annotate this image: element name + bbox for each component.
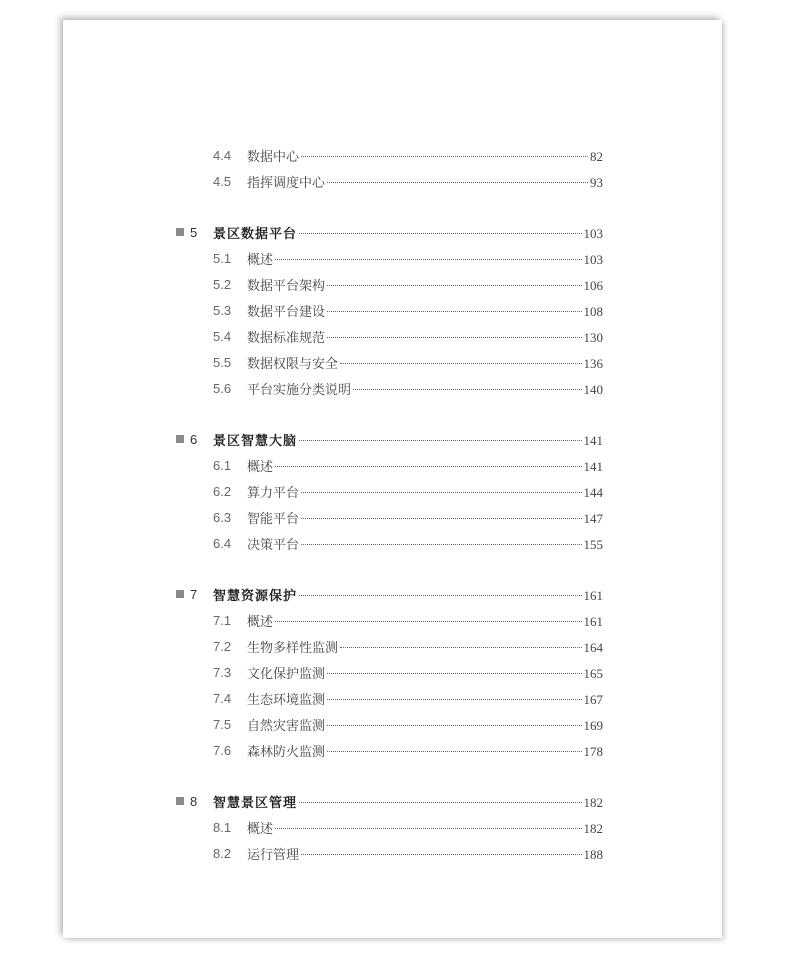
entry-page-number: 103 bbox=[583, 225, 603, 241]
entry-title: 平台实施分类说明 bbox=[247, 382, 352, 398]
entry-title: 数据平台架构 bbox=[247, 278, 326, 294]
entry-page-number: 82 bbox=[590, 148, 603, 164]
dot-leader bbox=[340, 647, 581, 648]
entry-line bbox=[247, 637, 603, 656]
dot-leader bbox=[275, 466, 581, 467]
entry-line bbox=[247, 844, 603, 863]
entry-page-number: 106 bbox=[583, 277, 603, 293]
entry-title: 概述 bbox=[247, 459, 274, 475]
toc-chapter-entry[interactable] bbox=[0, 791, 790, 811]
toc-section-entry[interactable] bbox=[0, 636, 790, 656]
entry-page-number: 140 bbox=[583, 381, 603, 397]
entry-page-number: 161 bbox=[583, 613, 603, 629]
entry-page-number: 108 bbox=[583, 303, 603, 319]
entry-page-number: 165 bbox=[583, 665, 603, 681]
dot-leader bbox=[299, 802, 581, 803]
entry-line bbox=[247, 482, 603, 501]
dot-leader bbox=[301, 854, 581, 855]
entry-title: 决策平台 bbox=[247, 537, 300, 553]
entry-title: 文化保护监测 bbox=[247, 666, 326, 682]
toc-section-entry[interactable] bbox=[0, 714, 790, 734]
entry-number: 7.2 bbox=[213, 638, 232, 654]
square-bullet-icon bbox=[176, 797, 184, 805]
entry-number: 5.5 bbox=[213, 354, 232, 370]
toc-section-entry[interactable] bbox=[0, 610, 790, 630]
entry-line bbox=[247, 611, 603, 630]
entry-line bbox=[247, 146, 603, 165]
toc-section-entry[interactable] bbox=[0, 533, 790, 553]
toc-section-entry[interactable] bbox=[0, 740, 790, 760]
entry-title: 运行管理 bbox=[247, 847, 300, 863]
entry-title: 生态环境监测 bbox=[247, 692, 326, 708]
entry-line bbox=[247, 275, 603, 294]
dot-leader bbox=[327, 285, 581, 286]
dot-leader bbox=[327, 699, 581, 700]
entry-title: 森林防火监测 bbox=[247, 744, 326, 760]
entry-number: 5.4 bbox=[213, 328, 232, 344]
toc-section-entry[interactable] bbox=[0, 326, 790, 346]
entry-line bbox=[247, 534, 603, 553]
entry-title: 数据平台建设 bbox=[247, 304, 326, 320]
entry-page-number: 155 bbox=[583, 536, 603, 552]
entry-title: 自然灾害监测 bbox=[247, 718, 326, 734]
entry-line bbox=[247, 327, 603, 346]
toc-chapter-entry[interactable] bbox=[0, 222, 790, 242]
entry-page-number: 164 bbox=[583, 639, 603, 655]
entry-page-number: 141 bbox=[583, 432, 603, 448]
entry-line bbox=[247, 508, 603, 527]
dot-leader bbox=[327, 673, 581, 674]
dot-leader bbox=[275, 621, 581, 622]
entry-line bbox=[213, 792, 603, 811]
dot-leader bbox=[327, 725, 581, 726]
dot-leader bbox=[275, 828, 581, 829]
entry-line bbox=[247, 689, 603, 708]
dot-leader bbox=[301, 156, 588, 157]
dot-leader bbox=[327, 182, 588, 183]
entry-number: 7.6 bbox=[213, 742, 232, 758]
entry-page-number: 93 bbox=[590, 174, 603, 190]
square-bullet-icon bbox=[176, 435, 184, 443]
entry-number: 7 bbox=[190, 586, 198, 602]
entry-page-number: 167 bbox=[583, 691, 603, 707]
entry-line bbox=[213, 585, 603, 604]
dot-leader bbox=[301, 492, 581, 493]
entry-number: 7.1 bbox=[213, 612, 232, 628]
toc-chapter-entry[interactable] bbox=[0, 429, 790, 449]
entry-page-number: 182 bbox=[583, 794, 603, 810]
entry-line bbox=[247, 379, 603, 398]
entry-number: 6.4 bbox=[213, 535, 232, 551]
entry-line bbox=[247, 818, 603, 837]
toc-section-entry[interactable] bbox=[0, 378, 790, 398]
entry-number: 8.2 bbox=[213, 845, 232, 861]
entry-title: 景区智慧大脑 bbox=[213, 433, 298, 449]
toc-section-entry[interactable] bbox=[0, 817, 790, 837]
dot-leader bbox=[299, 595, 581, 596]
entry-number: 4.4 bbox=[213, 147, 232, 163]
entry-number: 7.3 bbox=[213, 664, 232, 680]
entry-page-number: 188 bbox=[583, 846, 603, 862]
entry-title: 算力平台 bbox=[247, 485, 300, 501]
entry-title: 智慧资源保护 bbox=[213, 588, 298, 604]
entry-number: 6 bbox=[190, 431, 198, 447]
entry-page-number: 136 bbox=[583, 355, 603, 371]
dot-leader bbox=[299, 440, 581, 441]
entry-number: 5.3 bbox=[213, 302, 232, 318]
entry-title: 数据标准规范 bbox=[247, 330, 326, 346]
entry-title: 概述 bbox=[247, 252, 274, 268]
entry-number: 6.3 bbox=[213, 509, 232, 525]
entry-number: 6.2 bbox=[213, 483, 232, 499]
dot-leader bbox=[275, 259, 581, 260]
entry-page-number: 147 bbox=[583, 510, 603, 526]
entry-page-number: 103 bbox=[583, 251, 603, 267]
dot-leader bbox=[301, 518, 581, 519]
toc-section-entry[interactable] bbox=[0, 481, 790, 501]
entry-number: 5.2 bbox=[213, 276, 232, 292]
entry-page-number: 144 bbox=[583, 484, 603, 500]
dot-leader bbox=[327, 337, 581, 338]
toc-section-entry[interactable] bbox=[0, 455, 790, 475]
dot-leader bbox=[327, 311, 581, 312]
toc-section-entry[interactable] bbox=[0, 662, 790, 682]
entry-number: 7.4 bbox=[213, 690, 232, 706]
toc-section-entry[interactable] bbox=[0, 688, 790, 708]
entry-number: 7.5 bbox=[213, 716, 232, 732]
square-bullet-icon bbox=[176, 228, 184, 236]
toc-section-entry[interactable] bbox=[0, 843, 790, 863]
entry-title: 指挥调度中心 bbox=[247, 175, 326, 191]
toc-section-entry[interactable] bbox=[0, 352, 790, 372]
entry-title: 数据权限与安全 bbox=[247, 356, 339, 372]
entry-number: 5.6 bbox=[213, 380, 232, 396]
entry-number: 6.1 bbox=[213, 457, 232, 473]
entry-page-number: 182 bbox=[583, 820, 603, 836]
entry-page-number: 169 bbox=[583, 717, 603, 733]
toc-section-entry[interactable] bbox=[0, 507, 790, 527]
dot-leader bbox=[340, 363, 581, 364]
entry-page-number: 161 bbox=[583, 587, 603, 603]
entry-line bbox=[247, 249, 603, 268]
entry-page-number: 141 bbox=[583, 458, 603, 474]
entry-number: 8.1 bbox=[213, 819, 232, 835]
entry-line bbox=[247, 456, 603, 475]
entry-page-number: 178 bbox=[583, 743, 603, 759]
toc-section-entry[interactable] bbox=[0, 274, 790, 294]
toc-section-entry[interactable] bbox=[0, 248, 790, 268]
entry-title: 智能平台 bbox=[247, 511, 300, 527]
entry-title: 概述 bbox=[247, 821, 274, 837]
entry-page-number: 130 bbox=[583, 329, 603, 345]
entry-line bbox=[247, 301, 603, 320]
entry-line bbox=[247, 353, 603, 372]
entry-line bbox=[213, 430, 603, 449]
entry-title: 数据中心 bbox=[247, 149, 300, 165]
dot-leader bbox=[301, 544, 581, 545]
dot-leader bbox=[353, 389, 581, 390]
dot-leader bbox=[327, 751, 581, 752]
entry-number: 5.1 bbox=[213, 250, 232, 266]
entry-title: 景区数据平台 bbox=[213, 226, 298, 242]
toc-chapter-entry[interactable] bbox=[0, 584, 790, 604]
entry-title: 概述 bbox=[247, 614, 274, 630]
dot-leader bbox=[299, 233, 581, 234]
entry-line bbox=[247, 663, 603, 682]
toc-section-entry[interactable] bbox=[0, 145, 790, 165]
entry-line bbox=[247, 741, 603, 760]
entry-title: 智慧景区管理 bbox=[213, 795, 298, 811]
entry-number: 4.5 bbox=[213, 173, 232, 189]
entry-title: 生物多样性监测 bbox=[247, 640, 339, 656]
entry-line bbox=[247, 172, 603, 191]
entry-number: 5 bbox=[190, 224, 198, 240]
entry-line bbox=[213, 223, 603, 242]
square-bullet-icon bbox=[176, 590, 184, 598]
toc-section-entry[interactable] bbox=[0, 300, 790, 320]
entry-number: 8 bbox=[190, 793, 198, 809]
toc-section-entry[interactable] bbox=[0, 171, 790, 191]
entry-line bbox=[247, 715, 603, 734]
